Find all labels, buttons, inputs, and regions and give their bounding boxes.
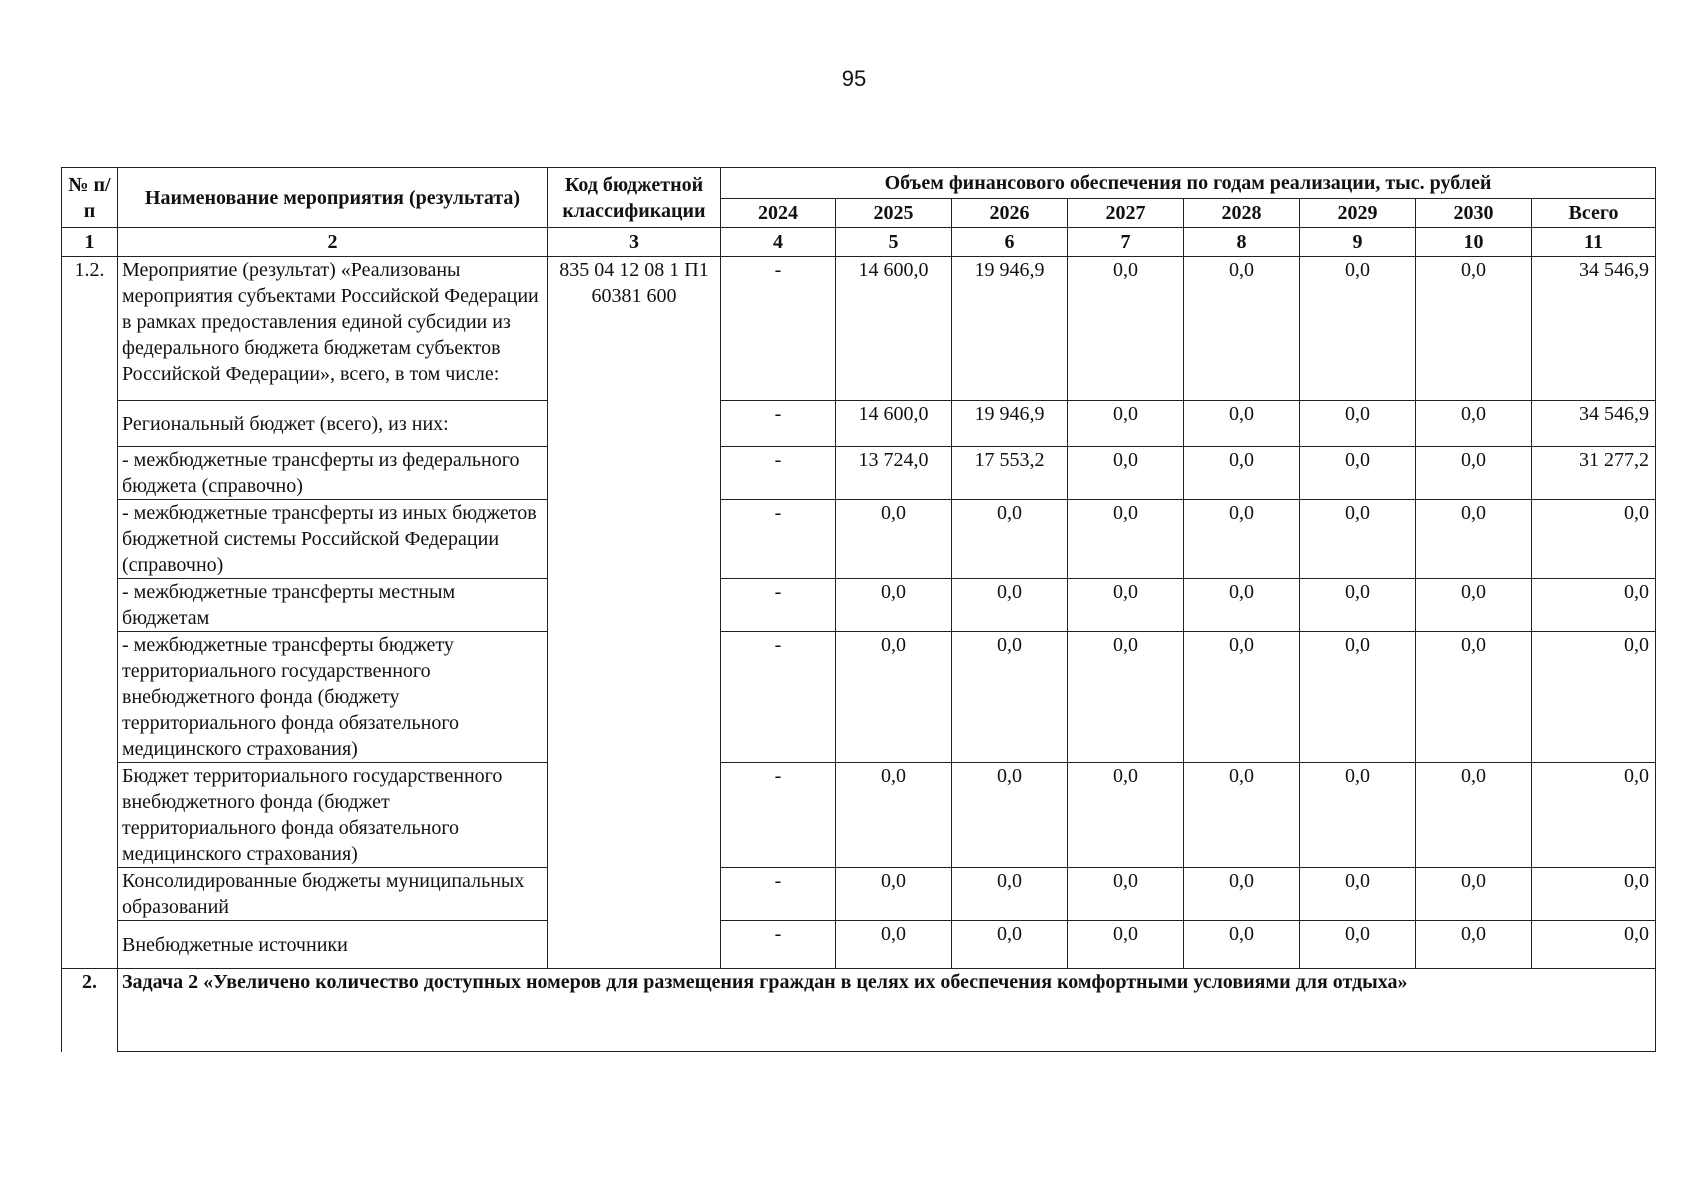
value-cell: 0,0 xyxy=(1068,632,1184,763)
row-name: - межбюджетные трансферты из федерального бюджета (справочно) xyxy=(118,447,548,500)
value-cell: 0,0 xyxy=(836,632,952,763)
value-cell: 19 946,9 xyxy=(952,257,1068,401)
value-cell: 14 600,0 xyxy=(836,257,952,401)
row-name: Консолидированные бюджеты муниципальных образований xyxy=(118,868,548,921)
value-cell: 0,0 xyxy=(1532,921,1656,969)
value-cell: 0,0 xyxy=(1300,868,1416,921)
value-cell: 0,0 xyxy=(1300,447,1416,500)
task-text: Задача 2 «Увеличено количество доступных номеров для размещения граждан в целях их обеспечения комфортными условиями для отдыха» xyxy=(118,969,1656,1052)
value-cell: 34 546,9 xyxy=(1532,257,1656,401)
value-cell: 0,0 xyxy=(1532,763,1656,868)
value-cell: 0,0 xyxy=(1532,868,1656,921)
column-number: 11 xyxy=(1532,228,1656,257)
value-cell: 0,0 xyxy=(836,500,952,579)
value-cell: 0,0 xyxy=(952,763,1068,868)
task-row xyxy=(62,969,1656,1052)
value-cell: 0,0 xyxy=(1184,447,1300,500)
header-year: 2026 xyxy=(952,199,1068,228)
value-cell: 0,0 xyxy=(1416,257,1532,401)
table-row xyxy=(62,257,1656,401)
value-cell: 0,0 xyxy=(1184,500,1300,579)
value-cell: 0,0 xyxy=(1184,579,1300,632)
column-number: 8 xyxy=(1184,228,1300,257)
task-number: 2. xyxy=(62,969,118,1052)
table-row xyxy=(62,632,1656,763)
value-cell: 17 553,2 xyxy=(952,447,1068,500)
value-cell: 0,0 xyxy=(1068,579,1184,632)
value-cell: 0,0 xyxy=(1184,632,1300,763)
row-name: - межбюджетные трансферты из иных бюджетов бюджетной системы Российской Федерации (справочно) xyxy=(118,500,548,579)
value-cell: 0,0 xyxy=(1184,257,1300,401)
table-row xyxy=(62,500,1656,579)
value-cell: 31 277,2 xyxy=(1532,447,1656,500)
value-cell: 0,0 xyxy=(1184,921,1300,969)
column-number: 2 xyxy=(118,228,548,257)
page-number: 95 xyxy=(841,66,867,91)
value-cell: 0,0 xyxy=(1416,579,1532,632)
value-cell: 0,0 xyxy=(1300,401,1416,447)
column-number: 6 xyxy=(952,228,1068,257)
column-number: 7 xyxy=(1068,228,1184,257)
value-cell: 0,0 xyxy=(1300,500,1416,579)
value-cell: 0,0 xyxy=(1532,632,1656,763)
row-name: Внебюджетные источники xyxy=(118,921,548,969)
value-cell: 0,0 xyxy=(1300,921,1416,969)
header-year: 2024 xyxy=(721,199,836,228)
row-name: Бюджет территориального государственного внебюджетного фонда (бюджет территориального фонда обязательного медицинского страхования) xyxy=(118,763,548,868)
value-cell: 0,0 xyxy=(836,921,952,969)
value-cell: - xyxy=(721,579,836,632)
column-number: 3 xyxy=(548,228,721,257)
column-number: 4 xyxy=(721,228,836,257)
header-year: 2028 xyxy=(1184,199,1300,228)
table-row xyxy=(62,921,1656,969)
value-cell: 0,0 xyxy=(952,579,1068,632)
value-cell: 0,0 xyxy=(1532,500,1656,579)
column-numbers-row xyxy=(62,228,1656,257)
value-cell: 0,0 xyxy=(952,500,1068,579)
value-cell: 0,0 xyxy=(1068,500,1184,579)
value-cell: - xyxy=(721,257,836,401)
value-cell: 0,0 xyxy=(1300,579,1416,632)
column-number: 10 xyxy=(1416,228,1532,257)
value-cell: 0,0 xyxy=(836,579,952,632)
value-cell: 0,0 xyxy=(1184,868,1300,921)
table-row xyxy=(62,579,1656,632)
value-cell: 0,0 xyxy=(1532,579,1656,632)
row-name: Региональный бюджет (всего), из них: xyxy=(118,401,548,447)
header-year: 2025 xyxy=(836,199,952,228)
table-row xyxy=(62,447,1656,500)
value-cell: 0,0 xyxy=(836,763,952,868)
budget-table xyxy=(61,167,1656,1052)
value-cell: 0,0 xyxy=(1416,763,1532,868)
value-cell: 0,0 xyxy=(1416,447,1532,500)
value-cell: 0,0 xyxy=(1184,763,1300,868)
value-cell: 0,0 xyxy=(1416,500,1532,579)
value-cell: 0,0 xyxy=(952,632,1068,763)
value-cell: 0,0 xyxy=(952,868,1068,921)
value-cell: 0,0 xyxy=(1068,401,1184,447)
item-number: 1.2. xyxy=(62,257,118,969)
value-cell: 0,0 xyxy=(1416,921,1532,969)
column-number: 9 xyxy=(1300,228,1416,257)
value-cell: 0,0 xyxy=(1416,401,1532,447)
table-row xyxy=(62,401,1656,447)
value-cell: - xyxy=(721,921,836,969)
header-year: 2027 xyxy=(1068,199,1184,228)
row-name: - межбюджетные трансферты местным бюджетам xyxy=(118,579,548,632)
header-name: Наименование мероприятия (результата) xyxy=(118,168,548,228)
header-row xyxy=(62,168,1656,199)
value-cell: 0,0 xyxy=(1416,632,1532,763)
value-cell: 0,0 xyxy=(1068,921,1184,969)
row-name: - межбюджетные трансферты бюджету территориального государственного внебюджетного фонда (бюджету территориального фонда обязательного медицинского страхования) xyxy=(118,632,548,763)
value-cell: 34 546,9 xyxy=(1532,401,1656,447)
column-number: 5 xyxy=(836,228,952,257)
value-cell: 0,0 xyxy=(1184,401,1300,447)
value-cell: 0,0 xyxy=(1300,763,1416,868)
value-cell: - xyxy=(721,632,836,763)
value-cell: - xyxy=(721,401,836,447)
value-cell: 19 946,9 xyxy=(952,401,1068,447)
value-cell: - xyxy=(721,763,836,868)
table-row xyxy=(62,763,1656,868)
value-cell: 0,0 xyxy=(1416,868,1532,921)
header-num: № п/п xyxy=(62,168,118,228)
value-cell: 0,0 xyxy=(1068,868,1184,921)
value-cell: - xyxy=(721,868,836,921)
table-row xyxy=(62,868,1656,921)
header-year: Всего xyxy=(1532,199,1656,228)
value-cell: 13 724,0 xyxy=(836,447,952,500)
column-number: 1 xyxy=(62,228,118,257)
value-cell: - xyxy=(721,447,836,500)
value-cell: 0,0 xyxy=(836,868,952,921)
header-volume: Объем финансового обеспечения по годам реализации, тыс. рублей xyxy=(721,168,1656,199)
value-cell: 0,0 xyxy=(1300,632,1416,763)
value-cell: - xyxy=(721,500,836,579)
value-cell: 14 600,0 xyxy=(836,401,952,447)
value-cell: 0,0 xyxy=(1300,257,1416,401)
header-year: 2030 xyxy=(1416,199,1532,228)
value-cell: 0,0 xyxy=(1068,447,1184,500)
header-code: Код бюджетной классификации xyxy=(548,168,721,228)
budget-code: 835 04 12 08 1 П1 60381 600 xyxy=(548,257,721,969)
value-cell: 0,0 xyxy=(1068,763,1184,868)
row-name: Мероприятие (результат) «Реализованы мероприятия субъектами Российской Федерации в рамках предоставления единой субсидии из федерального бюджета бюджетам субъектов Российской Федерации», всего, в том числе: xyxy=(118,257,548,401)
value-cell: 0,0 xyxy=(1068,257,1184,401)
header-year: 2029 xyxy=(1300,199,1416,228)
value-cell: 0,0 xyxy=(952,921,1068,969)
